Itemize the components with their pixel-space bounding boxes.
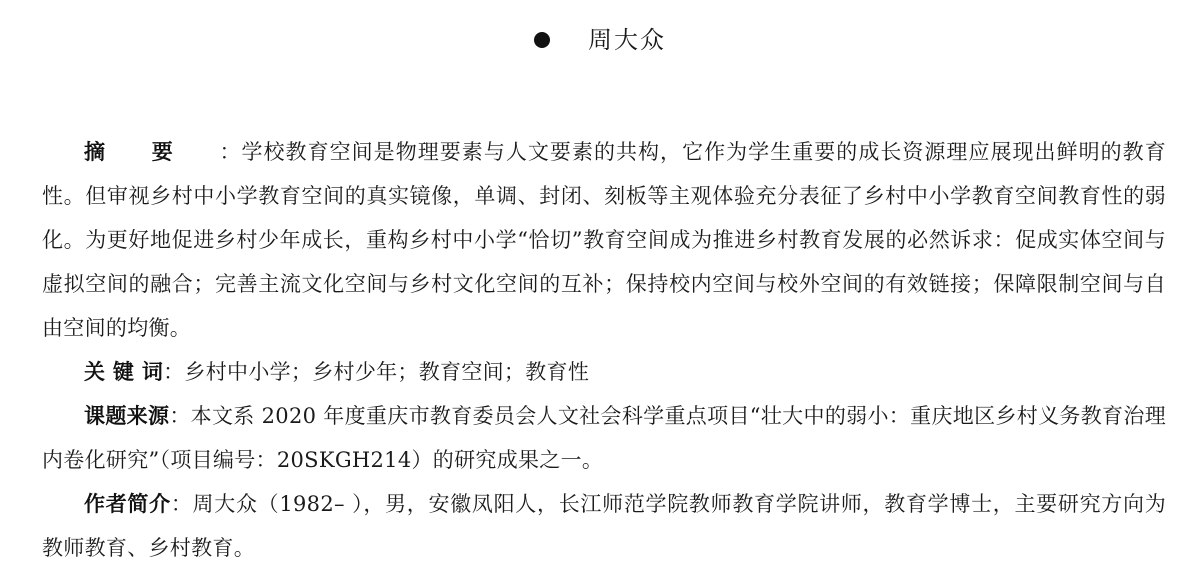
keywords-label: 关 键 词 — [84, 360, 164, 384]
bio-paragraph — [42, 482, 1166, 570]
abstract-paragraph — [42, 130, 1166, 350]
abstract-block — [42, 130, 1166, 570]
abstract-text: ：学校教育空间是物理要素与人文要素的共构，它作为学生重要的成长资源理应展现出鲜明的教育性。但审视乡村中小学教育空间的真实镜像，单调、封闭、刻板等主观体验充分表征了乡村中小学教育空间教育性的弱化。为更好地促进乡村少年成长，重构乡村中小学“恰切”教育空间成为推进乡村教育发展的必然诉求：促成实体空间与虚拟空间的融合；完善主流文化空间与乡村文化空间的互补；保持校内空间与校外空间的有效链接；保障限制空间与自由空间的均衡。 — [42, 140, 1166, 340]
keywords-text: ：乡村中小学；乡村少年；教育空间；教育性 — [163, 360, 590, 384]
bio-label: 作者简介 — [84, 492, 171, 516]
funding-text: ：本文系 2020 年度重庆市教育委员会人文社会科学重点项目“壮大中的弱小：重庆地区乡村义务教育治理内卷化研究”（项目编号：20SKGH214）的研究成果之一。 — [42, 404, 1167, 472]
bullet-icon — [534, 32, 550, 48]
abstract-label: 摘要 — [84, 140, 220, 164]
author-header — [0, 22, 1200, 58]
keywords-paragraph — [42, 350, 1166, 394]
funding-label: 课题来源 — [84, 404, 170, 428]
funding-paragraph — [42, 394, 1166, 482]
author-name: 周大众 — [588, 26, 666, 54]
bio-text: ：周大众（1982– ），男，安徽凤阳人，长江师范学院教师教育学院讲师，教育学博士，主要研究方向为教师教育、乡村教育。 — [42, 492, 1166, 560]
